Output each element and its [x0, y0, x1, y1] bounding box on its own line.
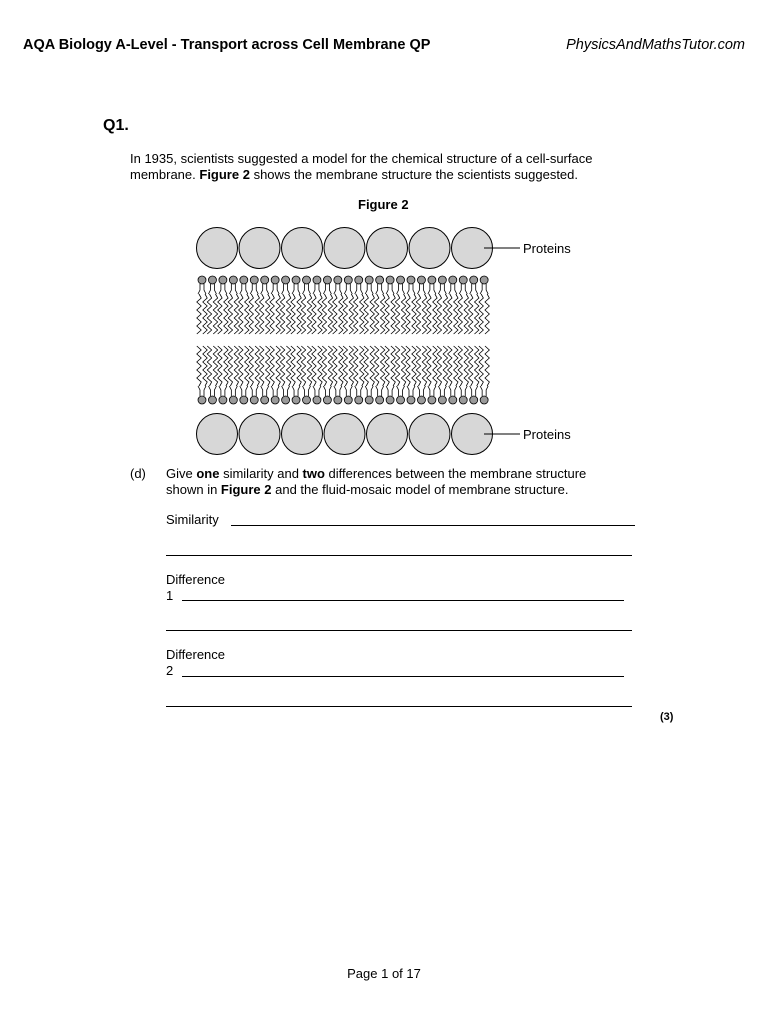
phospholipid [406, 276, 416, 334]
protein-circle [367, 414, 408, 455]
site-name: PhysicsAndMathsTutor.com [566, 37, 745, 53]
phospholipid [448, 276, 458, 334]
phospholipid [291, 346, 301, 404]
phospholipid [270, 276, 280, 334]
phospholipid-layer-bottom [197, 346, 490, 404]
phospholipid [385, 346, 395, 404]
protein-layer-bottom [197, 414, 493, 455]
protein-circle [409, 228, 450, 269]
part-text: differences between the membrane structure [324, 466, 587, 481]
phospholipid [239, 276, 249, 334]
page-number: 1 [381, 966, 389, 981]
phospholipid [354, 346, 364, 404]
intro-line-1: In 1935, scientists suggested a model for the chemical structure of a cell-surface [130, 151, 593, 166]
phospholipid [228, 346, 238, 404]
phospholipid [406, 346, 416, 404]
similarity-label: Similarity [166, 512, 219, 527]
protein-circle [197, 228, 238, 269]
phospholipid [333, 276, 343, 334]
difference-2-answer-line-2[interactable] [166, 706, 632, 707]
phospholipid [354, 276, 364, 334]
phospholipid [364, 276, 374, 334]
page-footer [0, 966, 768, 981]
phospholipid [322, 276, 332, 334]
phospholipid [416, 346, 426, 404]
phospholipid [333, 346, 343, 404]
phospholipid [291, 276, 301, 334]
phospholipid [239, 346, 249, 404]
part-bold: one [196, 466, 220, 481]
part-bold: two [302, 466, 325, 481]
phospholipid [343, 346, 353, 404]
part-text: and the fluid-mosaic model of membrane structure. [271, 482, 569, 497]
difference-1-label: Difference [166, 572, 226, 587]
membrane-diagram [190, 220, 590, 460]
phospholipid [322, 346, 332, 404]
phospholipid [469, 346, 479, 404]
part-d-line-2 [166, 482, 646, 498]
protein-circle [409, 414, 450, 455]
phospholipid [374, 276, 384, 334]
difference-2-answer-line-1[interactable] [182, 676, 624, 677]
part-d-line-1 [166, 466, 646, 482]
phospholipid [469, 276, 479, 334]
phospholipid [343, 276, 353, 334]
phospholipid [207, 276, 217, 334]
phospholipid [312, 346, 322, 404]
phospholipid [395, 346, 405, 404]
similarity-answer-line-2[interactable] [166, 555, 632, 556]
phospholipid [207, 346, 217, 404]
document-title: AQA Biology A-Level - Transport across Cell Membrane QP [23, 37, 431, 53]
phospholipid [427, 276, 437, 334]
figure-caption: Figure 2 [358, 197, 409, 212]
phospholipid [364, 346, 374, 404]
intro-figure-ref: Figure 2 [199, 167, 250, 182]
phospholipid [427, 346, 437, 404]
marks-indicator: (3) [660, 711, 674, 723]
intro-line-2 [130, 167, 650, 183]
protein-circle [282, 228, 323, 269]
phospholipid [385, 276, 395, 334]
phospholipid-layer-top [197, 276, 490, 334]
phospholipid [437, 276, 447, 334]
part-label: (d) [130, 466, 146, 481]
phospholipid [301, 346, 311, 404]
phospholipid [260, 276, 270, 334]
phospholipid [312, 276, 322, 334]
difference-2-number: 2 [166, 663, 174, 678]
protein-circle [324, 228, 365, 269]
phospholipid [197, 276, 207, 334]
phospholipid [228, 276, 238, 334]
phospholipid [479, 276, 489, 334]
part-bold: Figure 2 [220, 482, 272, 497]
phospholipid [280, 276, 290, 334]
part-text: Give [166, 466, 197, 481]
part-text: shown in [166, 482, 221, 497]
protein-circle [239, 228, 280, 269]
phospholipid [301, 276, 311, 334]
phospholipid [479, 346, 489, 404]
phospholipid [458, 276, 468, 334]
footer-page-word: Page [347, 966, 378, 981]
part-text: similarity and [219, 466, 303, 481]
phospholipid [270, 346, 280, 404]
phospholipid [374, 346, 384, 404]
proteins-label-top: Proteins [523, 241, 571, 256]
protein-layer-top [197, 228, 493, 269]
difference-2-label: Difference [166, 647, 226, 662]
protein-circle [239, 414, 280, 455]
phospholipid [260, 346, 270, 404]
difference-1-number: 1 [166, 588, 174, 603]
phospholipid [448, 346, 458, 404]
phospholipid [218, 276, 228, 334]
protein-circle [367, 228, 408, 269]
protein-circle [197, 414, 238, 455]
protein-circle [282, 414, 323, 455]
page-total: 17 [406, 966, 421, 981]
intro-text: membrane. [130, 167, 200, 182]
phospholipid [395, 276, 405, 334]
similarity-answer-line-1[interactable] [231, 525, 635, 526]
difference-1-answer-line-2[interactable] [166, 630, 632, 631]
intro-text: shows the membrane structure the scientists suggested. [249, 167, 578, 182]
phospholipid [416, 276, 426, 334]
phospholipid [218, 346, 228, 404]
phospholipid [249, 276, 259, 334]
protein-circle [324, 414, 365, 455]
difference-1-answer-line-1[interactable] [182, 600, 624, 601]
question-number: Q1. [103, 117, 129, 134]
phospholipid [197, 346, 207, 404]
question-intro [130, 151, 650, 183]
part-d-text [166, 466, 646, 498]
membrane-figure [190, 220, 590, 465]
phospholipid [458, 346, 468, 404]
proteins-label-bottom: Proteins [523, 427, 571, 442]
phospholipid [437, 346, 447, 404]
footer-of-word: of [391, 966, 403, 981]
phospholipid [249, 346, 259, 404]
phospholipid [280, 346, 290, 404]
